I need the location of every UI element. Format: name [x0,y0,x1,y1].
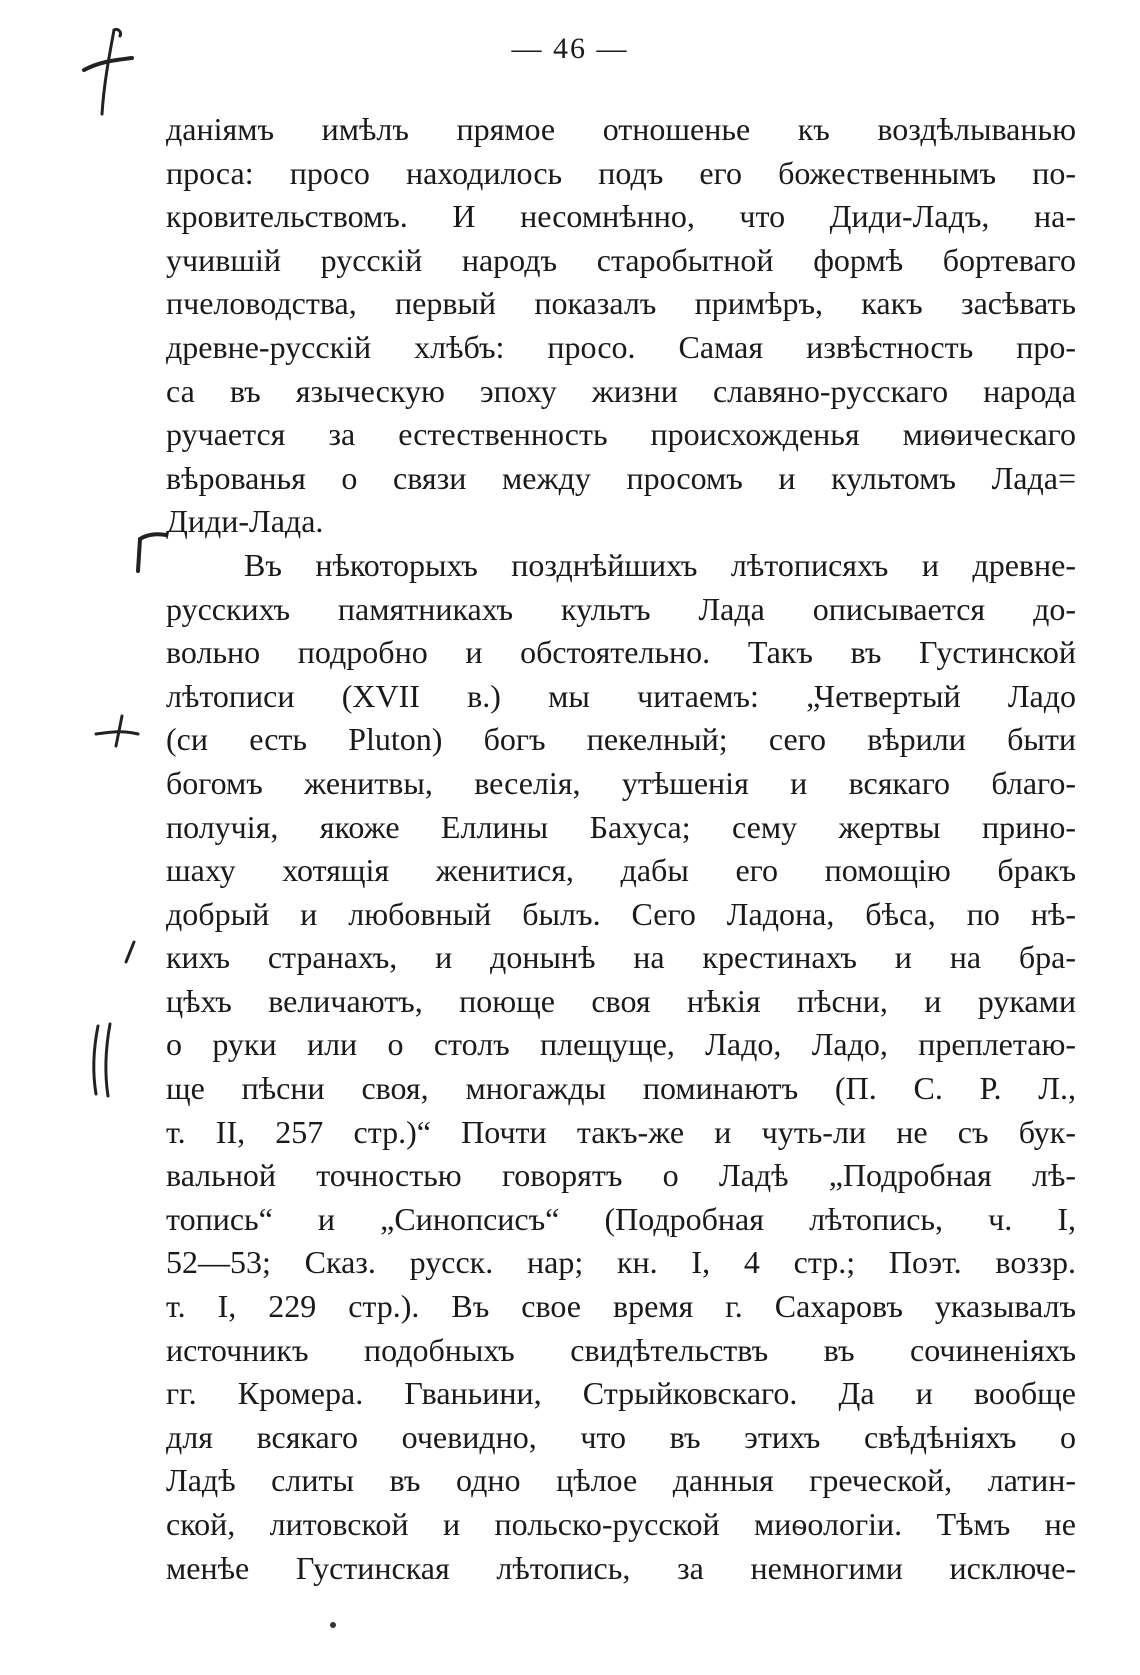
text-line: получія, якоже Еллины Бахуса; сему жертвы прино- [166,808,1076,845]
text-line: даніямъ имѣлъ прямое отношенье къ воздѣлыванью [166,111,1076,147]
text-line: вѣрованья о связи между просомъ и культомъ Лада= [166,459,1076,496]
text-line: шаху хотящія женитися, дабы его помощію бракъ [166,852,1076,889]
text-line: вальной точностью говорятъ о Ладѣ „Подробная лѣ- [166,1157,1076,1194]
text-line: гг. Кромера. Гваньини, Стрыйковскаго. Да и вообще [166,1375,1076,1412]
text-line: ще пѣсни своя, многажды поминаютъ (П. С. Р. Л., [166,1070,1076,1107]
text-line: т. I, 229 стр.). Въ свое время г. Сахаровъ указывалъ [166,1288,1076,1325]
text-line: (си есть Pluton) богъ пекелный; сего вѣрили быти [166,721,1076,758]
text-line: Ладѣ слиты въ одно цѣлое данныя греческой, латин- [166,1462,1076,1499]
text-line: древне-русскій хлѣбъ: просо. Самая извѣстность про- [166,328,1076,365]
text-line: пчеловодства, первый показалъ примѣръ, какъ засѣвать [166,285,1076,322]
text-line: ручается за естественность происхожденья миѳическаго [166,416,1076,453]
text-line: добрый и любовный былъ. Сего Ладона, бѣса, по нѣ- [166,895,1076,932]
body-text [166,108,1076,1590]
text-line: русскихъ памятникахъ культъ Лада описывается до- [166,590,1076,627]
text-line: Диди-Лада. [166,503,324,540]
text-line: лѣтописи (XVII в.) мы читаемъ: „Четвертый Ладо [166,677,1076,714]
text-line: проса: просо находилось подъ его божественнымъ по- [166,154,1076,191]
page-number: — 46 — [511,32,629,65]
paragraph-1 [166,108,1076,544]
text-line: т. II, 257 стр.)“ Почти такъ-же и чуть-ли не съ бук- [166,1113,1076,1150]
text-line: учившій русскій народъ старобытной формѣ бортеваго [166,241,1076,278]
text-line: цѣхъ величаютъ, поюще своя нѣкія пѣсни, и руками [166,982,1076,1019]
text-line: менѣе Густинская лѣтопись, за немногими исключе- [166,1549,1076,1586]
text-line: ской, литовской и польско-русской миѳологіи. Тѣмъ не [166,1506,1076,1542]
text-line: топись“ и „Синопсисъ“ (Подробная лѣтопись, ч. I, [166,1200,1076,1237]
text-line: богомъ женитвы, веселія, утѣшенія и всякаго благо- [166,764,1076,801]
text-line: источникъ подобныхъ свидѣтельствъ въ сочиненіяхъ [166,1331,1076,1368]
text-line: са въ языческую эпоху жизни славяно-русскаго народа [166,372,1076,409]
text-line: кровительствомъ. И несомнѣнно, что Диди-Ладъ, на- [166,198,1076,235]
text-line: о руки или о столъ плещуще, Ладо, Ладо, преплетаю- [166,1026,1076,1063]
paragraph-2 [166,544,1076,1590]
text-line: вольно подробно и обстоятельно. Такъ въ Густинской [166,634,1076,671]
text-line: Въ нѣкоторыхъ позднѣйшихъ лѣтописяхъ и древне- [244,546,1076,583]
stray-dot [330,1622,336,1628]
text-line: кихъ странахъ, и донынѣ на крестинахъ и на бра- [166,939,1076,976]
text-line: 52—53; Сказ. русск. нар; кн. I, 4 стр.; Поэт. воззр. [166,1244,1076,1281]
text-line: для всякаго очевидно, что въ этихъ свѣдѣніяхъ о [166,1418,1076,1455]
